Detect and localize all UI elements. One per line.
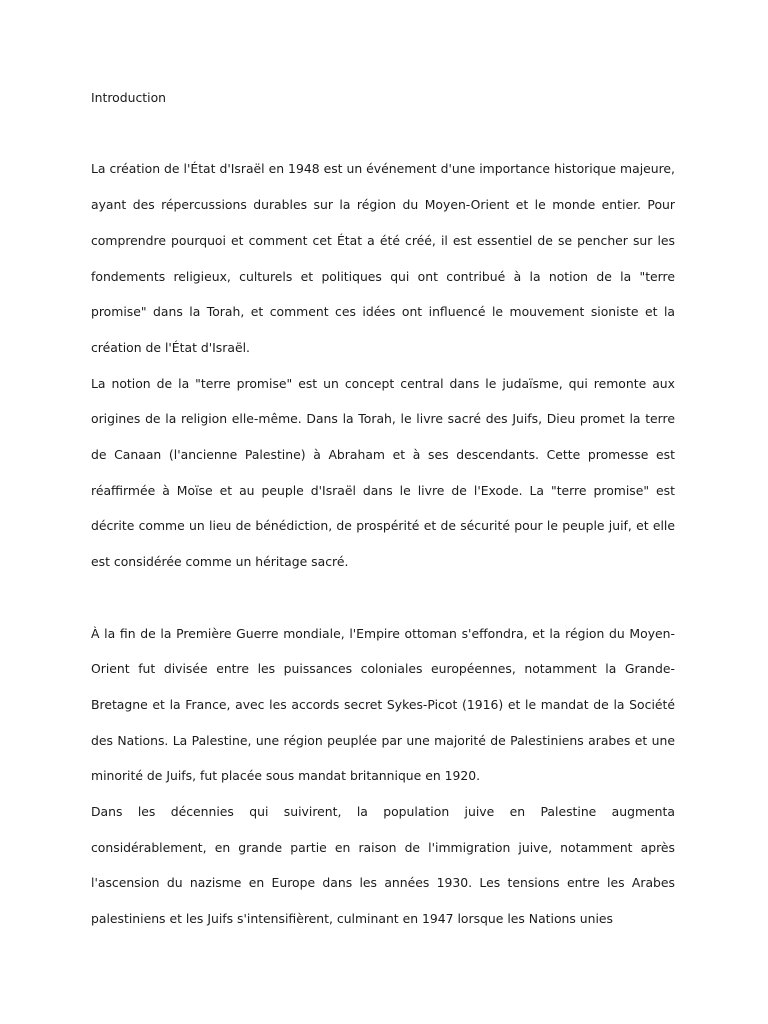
section-heading: Introduction — [91, 90, 167, 105]
document-body — [91, 80, 675, 937]
paragraph-3: À la fin de la Première Guerre mondiale, l'Empire ottoman s'effondra, et la région du Moyen-Orient fut divisée entre les puissances coloniales européennes, notamment la Grande-Bretagne et la France, avec les accords secret Sykes-Picot (1916) et le mandat de la Société des Nations. La Palestine, une région peuplée par une majorité de Palestiniens arabes et une minorité de Juifs, fut placée sous mandat britannique en 1920. — [91, 625, 675, 784]
paragraph-1: La création de l'État d'Israël en 1948 est un événement d'une importance historique majeure, ayant des répercussions durables sur la région du Moyen-Orient et le monde entier. Pour comprendre pourquoi et comment cet État a été créé, il est essentiel de se pencher sur les fondements religieux, culturels et politiques qui ont contribué à la notion de la "terre promise" dans la Torah, et comment ces idées ont influencé le mouvement sioniste et la création de l'État d'Israël. — [91, 161, 675, 355]
paragraph-2: La notion de la "terre promise" est un concept central dans le judaïsme, qui remonte aux origines de la religion elle-même. Dans la Torah, le livre sacré des Juifs, Dieu promet la terre de Canaan (l'ancienne Palestine) à Abraham et à ses descendants. Cette promesse est réaffirmée à Moïse et au peuple d'Israël dans le livre de l'Exode. La "terre promise" est décrite comme un lieu de bénédiction, de prospérité et de sécurité pour le peuple juif, et elle est considérée comme un héritage sacré. — [91, 375, 675, 570]
spacer — [91, 116, 675, 152]
spacer — [91, 580, 675, 616]
paragraph-4: Dans les décennies qui suivirent, la population juive en Palestine augmenta considérablement, en grande partie en raison de l'immigration juive, notamment après l'ascension du nazisme en Europe dans les années 1930. Les tensions entre les Arabes palestiniens et les Juifs s'intensifièrent, culminant en 1947 lorsque les Nations unies — [91, 804, 675, 927]
